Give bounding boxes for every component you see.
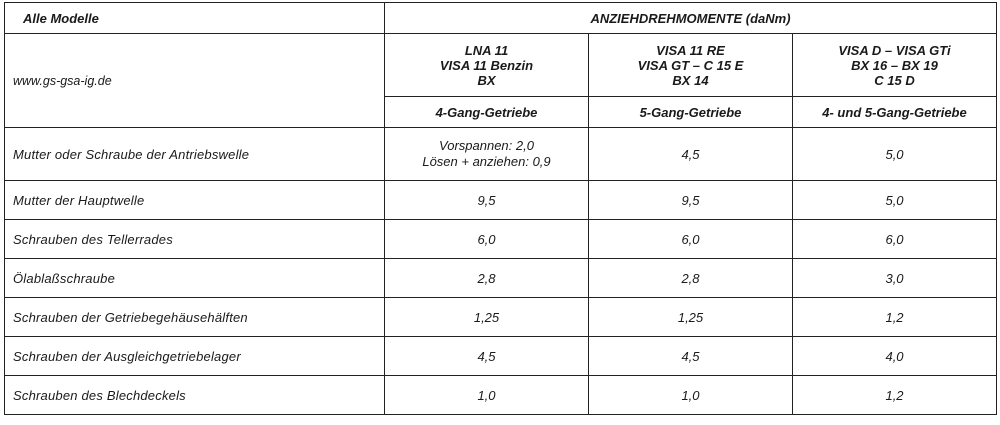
gearbox-label-3: 4- und 5-Gang-Getriebe bbox=[793, 97, 997, 128]
model-name: VISA 11 RE bbox=[656, 42, 725, 58]
website-cell bbox=[5, 34, 385, 128]
value-cell: 9,5 bbox=[385, 181, 589, 220]
row-label: Schrauben des Blechdeckels bbox=[5, 376, 385, 415]
value-cell: 1,25 bbox=[589, 298, 793, 337]
value-text: Lösen + anziehen: 0,9 bbox=[422, 154, 551, 169]
value-stack bbox=[391, 138, 582, 170]
table-row bbox=[5, 181, 997, 220]
table-row bbox=[5, 128, 997, 181]
value-cell: 3,0 bbox=[793, 259, 997, 298]
value-cell: 1,0 bbox=[589, 376, 793, 415]
model-name: VISA 11 Benzin bbox=[439, 57, 534, 73]
model-name: VISA GT – C 15 E bbox=[637, 57, 744, 73]
gearbox-label-1: 4-Gang-Getriebe bbox=[385, 97, 589, 128]
torque-sheet bbox=[4, 2, 996, 421]
model-name: BX 14 bbox=[672, 72, 709, 88]
row-label: Schrauben des Tellerrades bbox=[5, 220, 385, 259]
model-cell-1 bbox=[385, 34, 589, 97]
model-cell-3 bbox=[793, 34, 997, 97]
torque-table bbox=[4, 2, 997, 415]
table-title: ANZIEHDREHMOMENTE (daNm) bbox=[385, 3, 997, 34]
value-cell: 6,0 bbox=[385, 220, 589, 259]
value-text: Vorspannen: 2,0 bbox=[439, 138, 534, 153]
table-row bbox=[5, 259, 997, 298]
table-row bbox=[5, 298, 997, 337]
models-row bbox=[5, 34, 997, 97]
value-cell: 4,0 bbox=[793, 337, 997, 376]
model-cell-2 bbox=[589, 34, 793, 97]
row-label: Ölablaßschraube bbox=[5, 259, 385, 298]
row-label: Schrauben der Getriebegehäusehälften bbox=[5, 298, 385, 337]
value-cell: 9,5 bbox=[589, 181, 793, 220]
table-row bbox=[5, 376, 997, 415]
value-cell: 2,8 bbox=[385, 259, 589, 298]
value-cell: 4,5 bbox=[385, 337, 589, 376]
value-cell: 1,0 bbox=[385, 376, 589, 415]
gearbox-label-2: 5-Gang-Getriebe bbox=[589, 97, 793, 128]
row-label: Schrauben der Ausgleichgetriebelager bbox=[5, 337, 385, 376]
value-cell: 4,5 bbox=[589, 337, 793, 376]
website-text: www.gs-gsa-ig.de bbox=[13, 74, 112, 88]
header-row bbox=[5, 3, 997, 34]
table-row bbox=[5, 220, 997, 259]
value-cell: 1,2 bbox=[793, 376, 997, 415]
model-name: BX bbox=[477, 72, 496, 88]
row-label: Mutter oder Schraube der Antriebswelle bbox=[5, 128, 385, 181]
value-cell: 6,0 bbox=[589, 220, 793, 259]
value-cell: 4,5 bbox=[589, 128, 793, 181]
value-cell: 2,8 bbox=[589, 259, 793, 298]
value-cell: 6,0 bbox=[793, 220, 997, 259]
model-list-1 bbox=[391, 43, 582, 88]
row-label: Mutter der Hauptwelle bbox=[5, 181, 385, 220]
value-cell bbox=[385, 128, 589, 181]
model-name: BX 16 – BX 19 bbox=[851, 57, 938, 73]
model-list-2 bbox=[595, 43, 786, 88]
model-name: LNA 11 bbox=[464, 42, 509, 58]
model-name: VISA D – VISA GTi bbox=[838, 42, 951, 58]
value-cell: 5,0 bbox=[793, 128, 997, 181]
model-list-3 bbox=[799, 43, 990, 88]
value-cell: 5,0 bbox=[793, 181, 997, 220]
value-cell: 1,25 bbox=[385, 298, 589, 337]
all-models-cell: Alle Modelle bbox=[5, 3, 385, 34]
value-cell: 1,2 bbox=[793, 298, 997, 337]
table-row bbox=[5, 337, 997, 376]
model-name: C 15 D bbox=[874, 72, 915, 88]
